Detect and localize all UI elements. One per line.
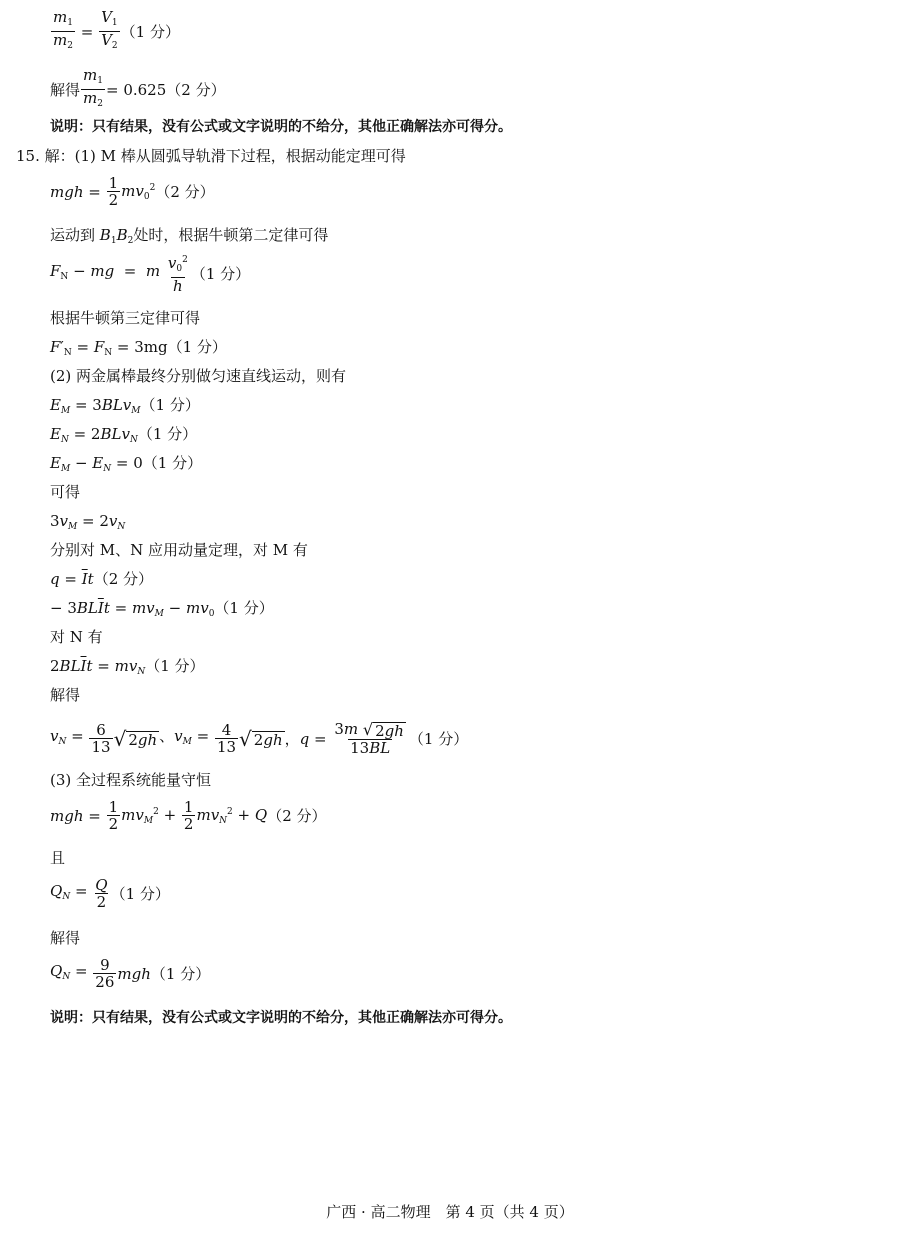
- text-newton-3: 根据牛顿第三定律可得: [50, 309, 201, 327]
- equation-momentum-m: − $3BL\overline{I}t = mv_M - mv_0(1$ 分）: [50, 599, 274, 619]
- equation-emf-balance: $E_M - E_N = 0(1$ 分）: [50, 454, 203, 474]
- equation-emf-m: $E_M = 3BLv_M(1$ 分）: [50, 396, 200, 416]
- equation-heat-share: $Q_N$ = $\frac{Q}{2}$ （1 分）: [50, 876, 170, 911]
- score-note: （1 分）: [120, 23, 180, 41]
- equation-heat-result: $Q_N$ = $\frac{9}{26}$ mgh （1 分）: [50, 956, 211, 991]
- equation-energy-conservation: mgh = $\frac{1}{2}$ $mv_M^2$ + $\frac{1}{2}$ $mv_N^2 + Q$ （2 分）: [50, 798, 327, 833]
- text-jiede-1: 解得: [50, 686, 81, 704]
- score-note: （1 分）: [190, 264, 251, 283]
- text-qie: 且: [50, 849, 66, 867]
- equation-mass-volume-ratio: $\frac{m_1}{m_2}$ = $\frac{V_1}{V_2}$ （1 分）: [50, 10, 180, 54]
- score-note: （1 分）: [408, 729, 469, 748]
- text-for-n: 对 N 有: [50, 628, 103, 646]
- equation-velocity-relation: $3v_M = 2v_N$: [50, 512, 126, 532]
- text-momentum-theorem: 分别对 M、N 应用动量定理，对 M 有: [50, 541, 308, 559]
- part-3-heading: (3) 全过程系统能量守恒: [50, 771, 212, 789]
- question-15-heading: [16, 147, 406, 165]
- text-jiede-2: 解得: [50, 929, 81, 947]
- equation-solutions: $v_N$ = $\frac{6}{13}$ √ 2gh 、$v_M$ = $\frac{4}{13}$ √ 2gh ，q = 3m √ 2gh 13BL （1 分）: [50, 720, 469, 757]
- text-kede: 可得: [50, 483, 81, 501]
- equation-charge: $q = \overline{I}t(2$ 分）: [50, 570, 153, 588]
- equation-normal-force: $F'_N = F_N = 3mg(1$ 分）: [50, 338, 227, 358]
- question-number: 15.: [16, 147, 40, 165]
- label-jiede: 解得: [50, 81, 81, 99]
- part-2-heading: (2) 两金属棒最终分别做匀速直线运动，则有: [50, 367, 347, 385]
- text-b1b2: 运动到 $B_1B_2$处时，根据牛顿第二定律可得: [50, 226, 329, 246]
- grading-note-bottom: 说明：只有结果，没有公式或文字说明的不给分，其他正确解法亦可得分。: [50, 1010, 512, 1026]
- equation-momentum-n: $2BL\overline{I}t = mv_N(1$ 分）: [50, 657, 205, 677]
- equation-newton-2: $F_N$ − mg = m $\frac{v_0^2}{h}$ （1 分）: [50, 254, 251, 295]
- equation-emf-n: $E_N = 2BLv_N(1$ 分）: [50, 425, 198, 445]
- score-note: （1 分）: [110, 885, 170, 903]
- question-text: M 棒从圆弧导轨滑下过程，根据动能定理可得: [100, 147, 406, 165]
- equation-mass-ratio-result: 解得 $\frac{m_1}{m_2}$ = 0.625（2 分）: [50, 68, 226, 112]
- answer-label: 解：(1): [44, 147, 96, 165]
- page-footer: 广西 · 高二物理 第 4 页（共 4 页）: [326, 1203, 574, 1221]
- score-note: （2 分）: [155, 183, 215, 201]
- score-note: （2 分）: [267, 807, 327, 825]
- score-note: （1 分）: [150, 965, 211, 983]
- score-note: = 0.625（2 分）: [105, 81, 226, 99]
- equation-energy-1: mgh = $\frac{1}{2}$ $mv_0^2$ （2 分）: [50, 174, 215, 209]
- grading-note-top: 说明：只有结果，没有公式或文字说明的不给分，其他正确解法亦可得分。: [50, 119, 512, 135]
